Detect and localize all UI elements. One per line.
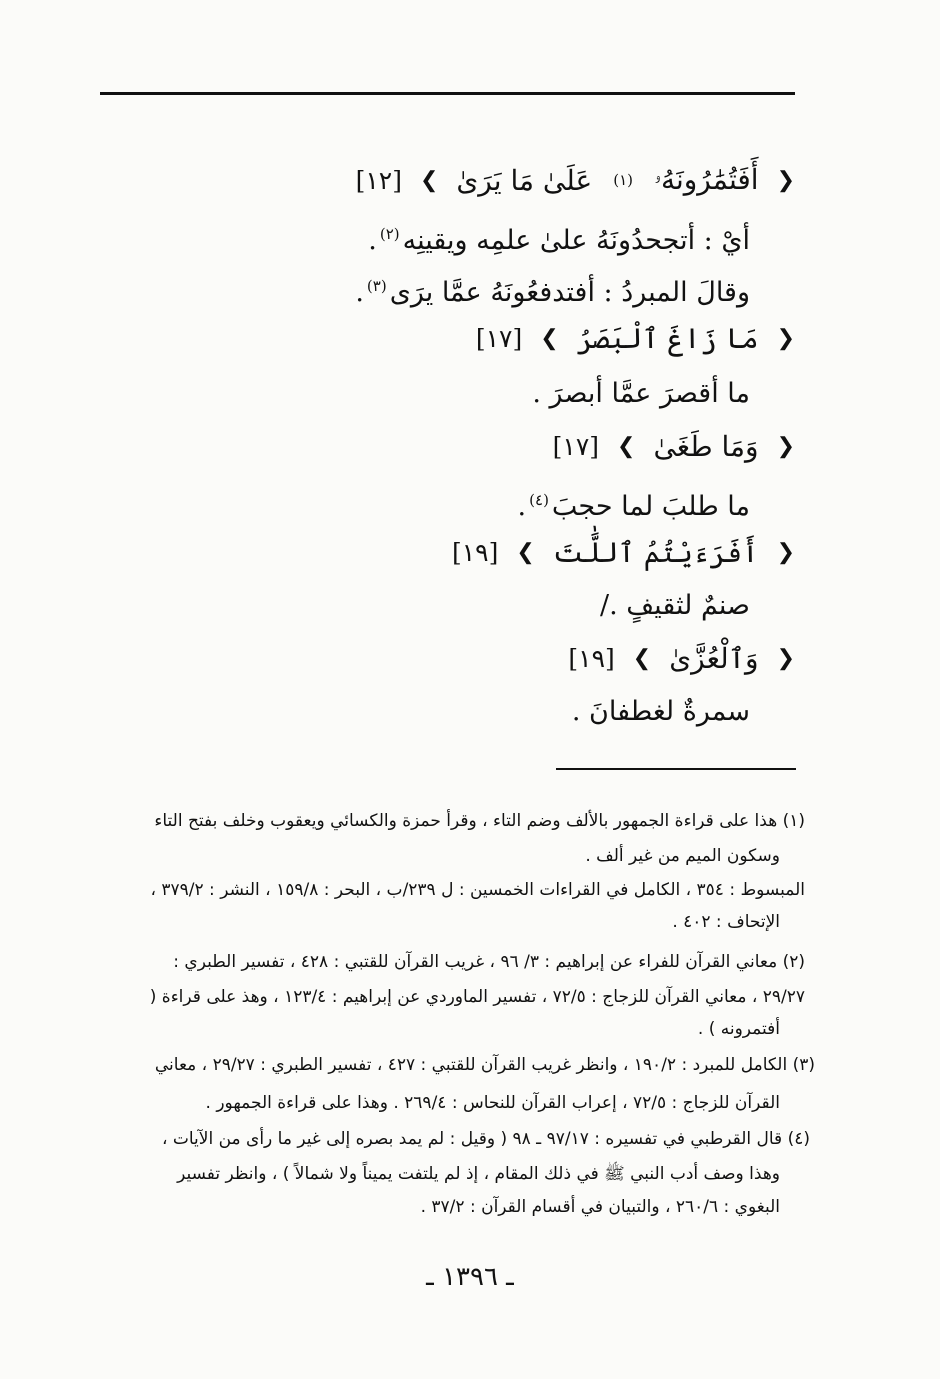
commentary-text: سمرةٌ لغطفانَ . [571,696,750,727]
verse-entry-1 [356,158,795,202]
footnote-marker: (٤) [529,491,549,509]
verse-ref: [١٩] [568,643,615,673]
verse-ref: [١٧] [552,431,600,461]
ornament-close: ❯ [516,539,535,565]
commentary-line [600,586,750,626]
verse-ref: [١٢] [355,165,402,195]
ornament-close: ❯ [617,433,636,459]
ornament-open: ❮ [776,433,795,459]
footnote-line: البغوي : ٢٦٠/٦ ، والتبيان في أقسام القرآن : ٣٧/٢ . [420,1197,780,1217]
verse-text-cont: عَلَىٰ مَا يَرَىٰ [456,163,593,197]
footnote-line: (١) هذا على قراءة الجمهور بالألف وضم التاء ، وقرأ حمزة والكسائي ويعقوب وخلف بفتح التاء [154,811,805,831]
ornament-close: ❯ [632,645,652,671]
footnote-line: وهذا وصف أدب النبي ﷺ في ذلك المقام ، إذ لم يلتفت يميناً ولا شمالاً ) ، وانظر تفسير [177,1164,780,1184]
commentary-line [368,214,750,254]
verse-ref: [١٧] [475,323,523,353]
footnote-line: (٢) معاني القرآن للفراء عن إبراهيم : ٣/ ٩٦ ، غريب القرآن للقتبي : ٤٢٨ ، تفسير الطبري : [173,952,805,972]
commentary-line [572,692,750,732]
ornament-close: ❯ [540,325,559,351]
page-number: ـ ١٣٩٦ ـ [426,1262,514,1292]
verse-text: مَا زَاغَ ٱلْبَصَرُ [576,321,759,355]
verse-text: وَمَا طَغَىٰ [653,429,759,463]
footnote-separator [556,768,796,770]
footnote-line: القرآن للزجاج : ٧٢/٥ ، إعراب القرآن للنحاس : ٢٦٩/٤ . وهذا على قراءة الجمهور . [205,1093,780,1113]
top-rule [100,92,795,95]
footnote-marker: (١) [613,171,633,189]
commentary-text: وقالَ المبردُ : أفتدفعُونَهُ عمَّا يرَى [389,277,750,308]
footnote-line: ٢٩/٢٧ ، معاني القرآن للزجاج : ٧٢/٥ ، تفسير الماوردي عن إبراهيم : ١٢٣/٤ ، وهذ على قراءة ( [149,987,805,1007]
ornament-open: ❮ [776,325,795,351]
verse-ref: [١٩] [451,537,499,567]
ornament-open: ❮ [776,645,795,671]
footnote-marker: (٣) [366,277,387,295]
commentary-end: . [355,277,364,308]
commentary-text: صنمٌ لثقيفٍ ./ [599,590,750,621]
footnote-marker: (٢) [379,225,400,243]
ornament-open: ❮ [776,539,795,565]
footnote-line: أفتمرونه ) . [697,1019,780,1039]
ornament-close: ❯ [419,167,439,193]
footnote-line: (٤) قال القرطبي في تفسيره : ٩٧/١٧ ـ ٩٨ ( وقيل : لم يمد بصره إلى غير ما رأى من الآيات ، [161,1129,810,1149]
verse-text: أَفَتُمَٰرُونَهُۥ [653,163,759,196]
commentary-end: . [368,225,377,256]
verse-entry-4 [452,530,795,574]
verse-text: أَفَرَءَيْتُمُ ٱللَّٰتَ [552,535,759,569]
commentary-line [355,266,750,306]
footnote-line: الإتحاف : ٤٠٢ . [672,912,780,932]
verse-entry-3 [553,424,795,468]
commentary-line [532,374,750,414]
footnote-line: وسكون الميم من غير ألف . [585,846,780,866]
footnote-line: المبسوط : ٣٥٤ ، الكامل في القراءات الخمسين : ل ٢٣٩/ب ، البحر : ١٥٩/٨ ، النشر : ٣٧٩/٢ ، [150,880,805,900]
footnote-line: (٣) الكامل للمبرد : ١٩٠/٢ ، وانظر غريب القرآن للقتبي : ٤٢٧ ، تفسير الطبري : ٢٩/٢٧ ، معاني [154,1055,815,1075]
commentary-line [518,480,750,520]
ornament-open: ❮ [776,167,795,193]
commentary-text: ما أقصرَ عمَّا أبصرَ . [532,378,750,409]
verse-text: وَٱلْعُزَّىٰ [669,641,759,675]
verse-entry-2 [476,316,795,360]
commentary-text: ما طلبَ لما حجبَ [551,491,750,522]
verse-entry-5 [568,636,795,680]
commentary-text: أيْ : أتجحدُونَهُ علىٰ علمِه ويقينِه [402,225,750,256]
commentary-end: . [517,491,527,522]
